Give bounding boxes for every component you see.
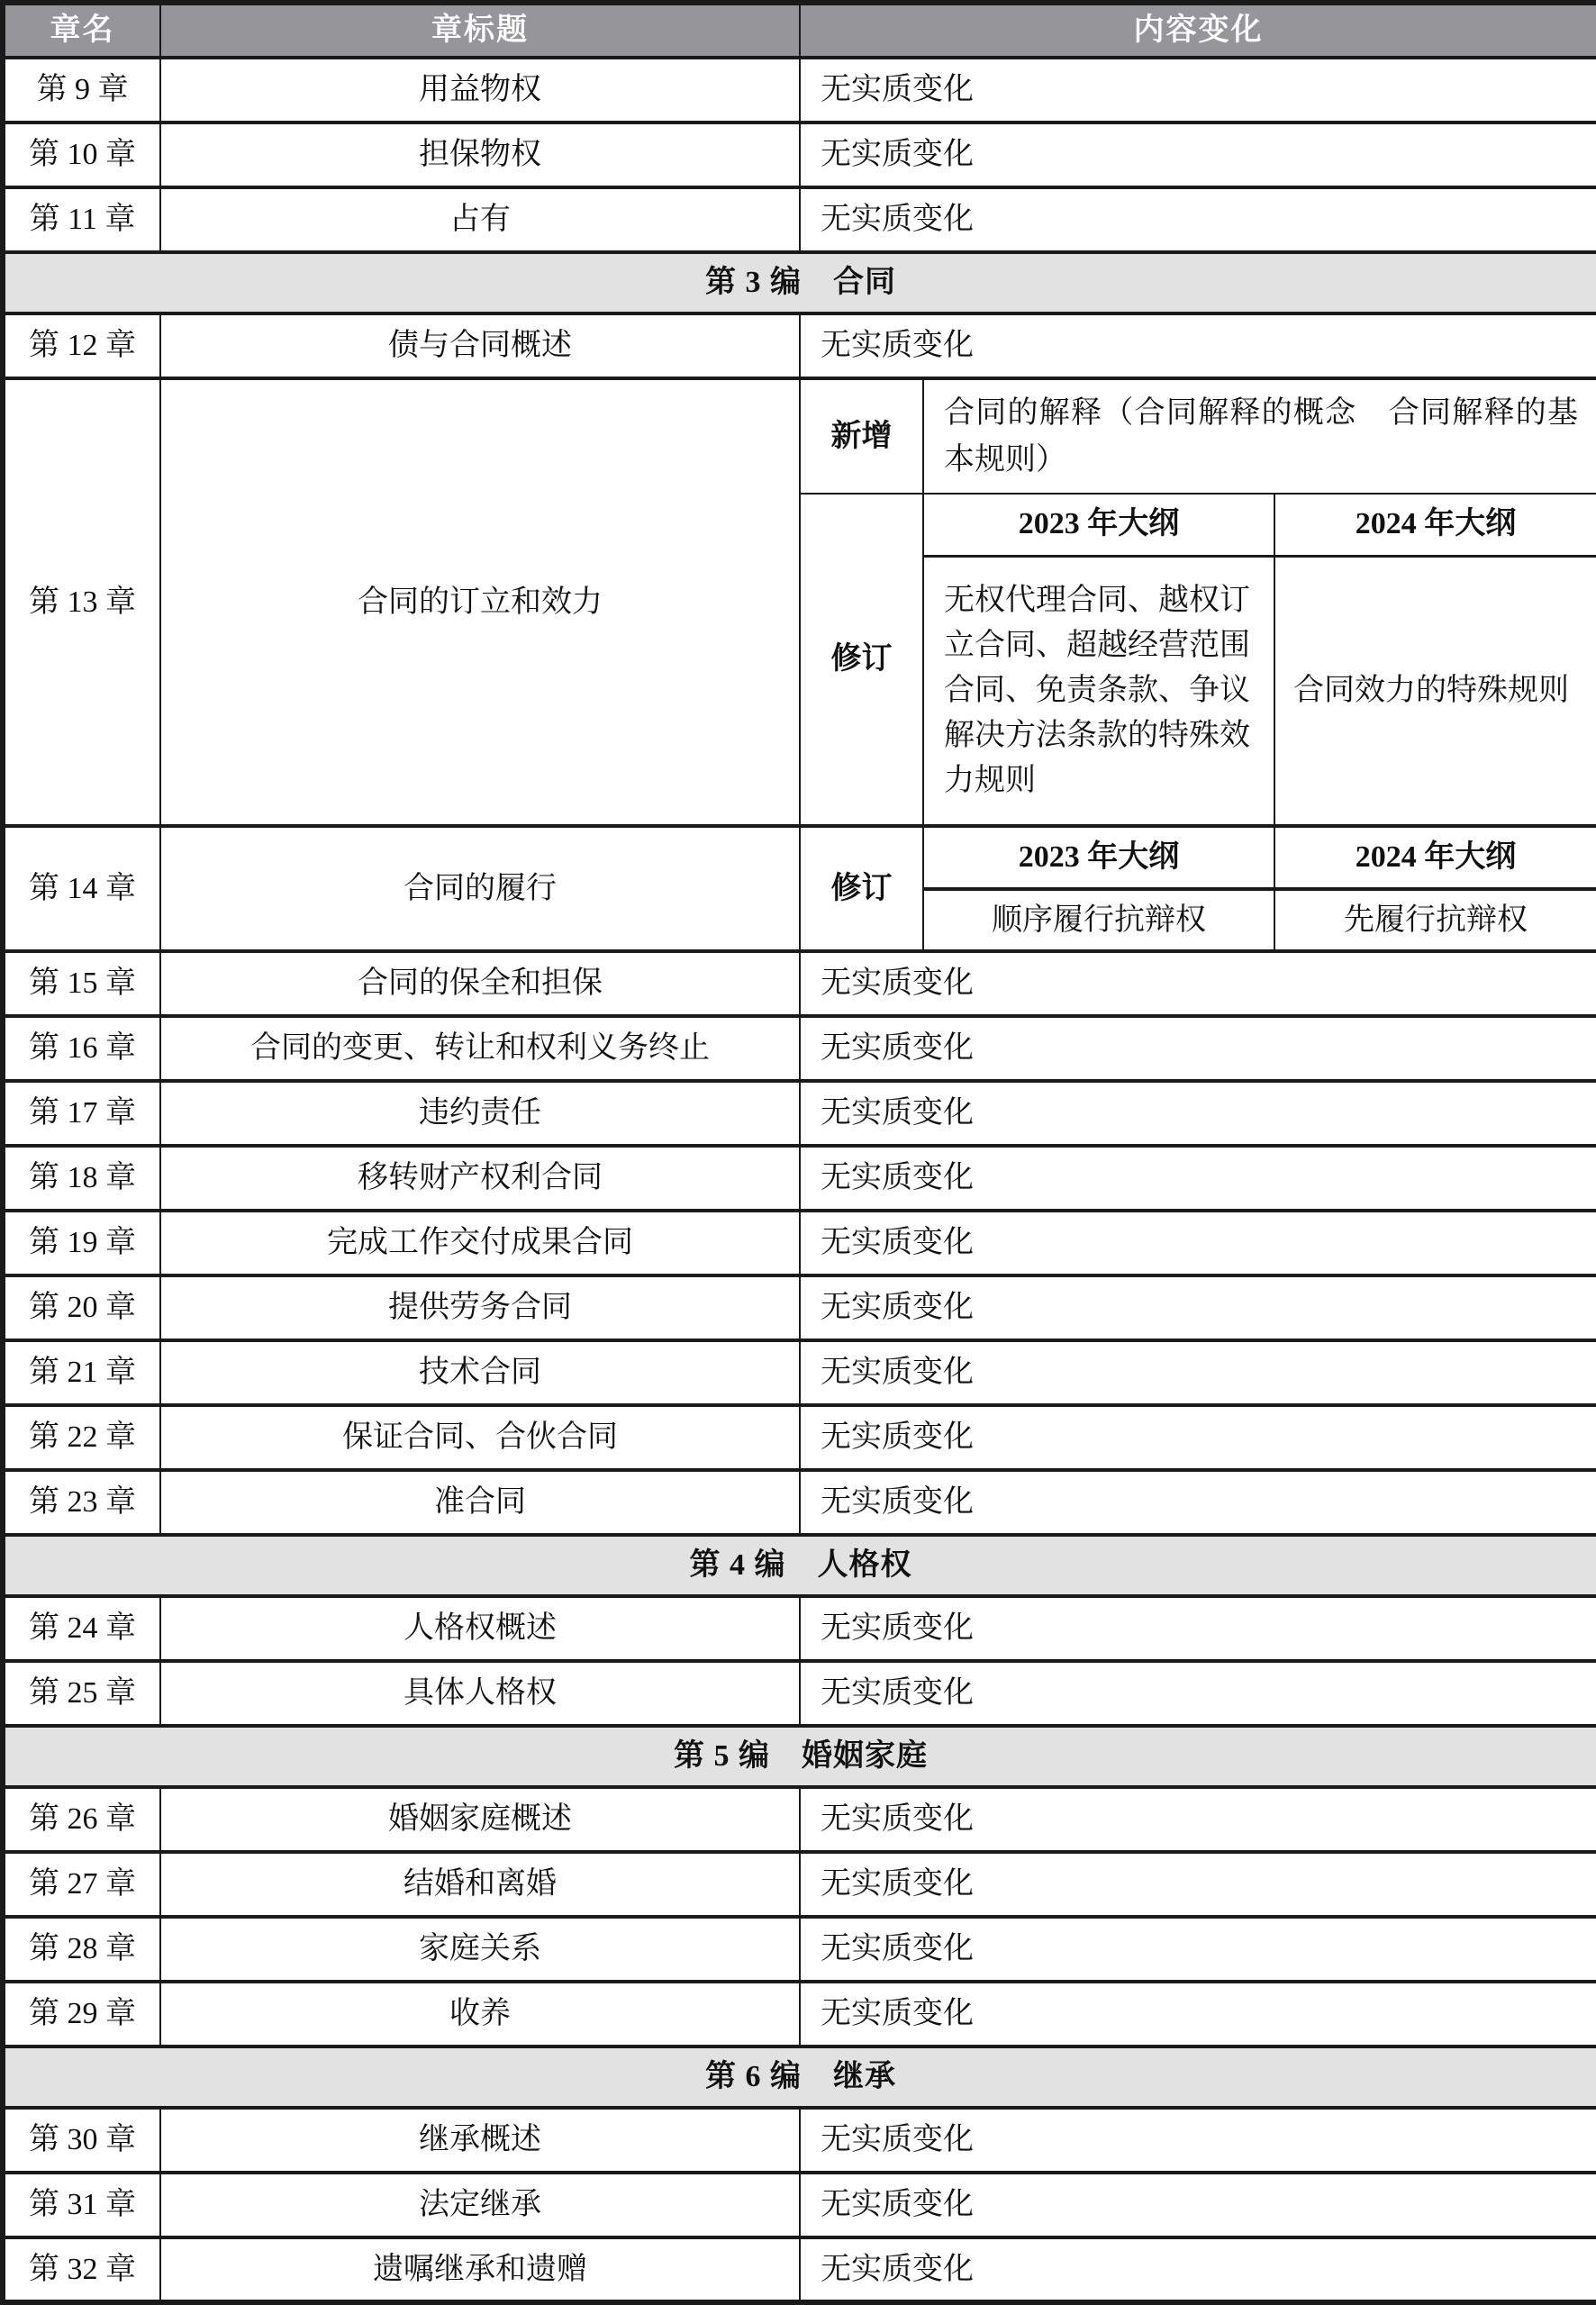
title-cell: 人格权概述 — [160, 1596, 800, 1661]
title-cell: 占有 — [160, 187, 800, 252]
chapter-cell: 第 32 章 — [3, 2237, 160, 2302]
rows-bottom — [3, 951, 1596, 2302]
row-chapter-14 — [3, 826, 1596, 951]
table-row — [3, 313, 1596, 378]
chapter-cell: 第 25 章 — [3, 1661, 160, 1726]
rows-top — [3, 58, 1596, 378]
chapter-cell: 第 14 章 — [3, 826, 160, 951]
section-label: 第 4 编 人格权 — [3, 1535, 1596, 1596]
title-cell: 合同的变更、转让和权利义务终止 — [160, 1016, 800, 1081]
title-cell: 违约责任 — [160, 1081, 800, 1146]
change-cell: 无实质变化 — [800, 2173, 1596, 2237]
change-cell: 无实质变化 — [800, 1787, 1596, 1852]
table-header — [3, 3, 1596, 58]
chapter-cell: 第 13 章 — [3, 378, 160, 826]
table-row — [3, 2237, 1596, 2302]
change-cell: 无实质变化 — [800, 1275, 1596, 1340]
change-cell: 无实质变化 — [800, 1661, 1596, 1726]
added-tag-cell: 新增 — [800, 378, 923, 494]
table-row — [3, 1982, 1596, 2046]
title-cell: 合同的保全和担保 — [160, 951, 800, 1016]
chapter-cell: 第 22 章 — [3, 1405, 160, 1470]
table-header-row — [3, 3, 1596, 58]
change-cell: 无实质变化 — [800, 313, 1596, 378]
title-cell: 合同的订立和效力 — [160, 378, 800, 826]
row14-year-header-subrow — [3, 826, 1596, 889]
revised-2023-cell: 无权代理合同、越权订立合同、超越经营范围合同、免责条款、争议解决方法条款的特殊效力规则 — [923, 556, 1274, 826]
title-cell: 家庭关系 — [160, 1917, 800, 1982]
chapter-cell: 第 26 章 — [3, 1787, 160, 1852]
section-label: 第 3 编 合同 — [3, 252, 1596, 313]
chapter-cell: 第 30 章 — [3, 2108, 160, 2173]
title-cell: 担保物权 — [160, 123, 800, 187]
revised-tag-cell: 修订 — [800, 494, 923, 826]
chapter-cell: 第 19 章 — [3, 1211, 160, 1275]
table-row — [3, 1275, 1596, 1340]
table-row — [3, 1211, 1596, 1275]
change-cell: 无实质变化 — [800, 2237, 1596, 2302]
change-cell: 无实质变化 — [800, 951, 1596, 1016]
header-change: 内容变化 — [800, 3, 1596, 58]
section-row — [3, 1726, 1596, 1787]
revised-tag-cell: 修订 — [800, 826, 923, 951]
section-row — [3, 252, 1596, 313]
chapter-cell: 第 15 章 — [3, 951, 160, 1016]
header-chapter: 章名 — [3, 3, 160, 58]
change-cell: 无实质变化 — [800, 1340, 1596, 1405]
revised-2024-cell: 先履行抗辩权 — [1274, 889, 1596, 951]
change-cell: 无实质变化 — [800, 1470, 1596, 1535]
title-cell: 用益物权 — [160, 58, 800, 123]
table-row — [3, 1787, 1596, 1852]
chapter-cell: 第 12 章 — [3, 313, 160, 378]
chapter-cell: 第 20 章 — [3, 1275, 160, 1340]
title-cell: 技术合同 — [160, 1340, 800, 1405]
revised-2023-cell: 顺序履行抗辩权 — [923, 889, 1274, 951]
title-cell: 合同的履行 — [160, 826, 800, 951]
table-row — [3, 951, 1596, 1016]
change-cell: 无实质变化 — [800, 1982, 1596, 2046]
change-cell: 无实质变化 — [800, 1211, 1596, 1275]
title-cell: 提供劳务合同 — [160, 1275, 800, 1340]
table-row — [3, 187, 1596, 252]
change-cell: 无实质变化 — [800, 1596, 1596, 1661]
table-row — [3, 1081, 1596, 1146]
table-row — [3, 1661, 1596, 1726]
table-row — [3, 2173, 1596, 2237]
change-cell: 无实质变化 — [800, 123, 1596, 187]
table-row — [3, 1852, 1596, 1917]
chapter-cell: 第 27 章 — [3, 1852, 160, 1917]
title-cell: 保证合同、合伙合同 — [160, 1405, 800, 1470]
title-cell: 准合同 — [160, 1470, 800, 1535]
title-cell: 收养 — [160, 1982, 800, 2046]
table-row — [3, 1470, 1596, 1535]
section-row — [3, 2046, 1596, 2108]
chapter-cell: 第 31 章 — [3, 2173, 160, 2237]
chapter-cell: 第 9 章 — [3, 58, 160, 123]
title-cell: 结婚和离婚 — [160, 1852, 800, 1917]
change-cell: 无实质变化 — [800, 1081, 1596, 1146]
chapter-cell: 第 18 章 — [3, 1146, 160, 1211]
change-cell: 无实质变化 — [800, 1146, 1596, 1211]
chapter-cell: 第 28 章 — [3, 1917, 160, 1982]
title-cell: 债与合同概述 — [160, 313, 800, 378]
change-cell: 无实质变化 — [800, 1405, 1596, 1470]
title-cell: 移转财产权利合同 — [160, 1146, 800, 1211]
section-row — [3, 1535, 1596, 1596]
chapter-cell: 第 10 章 — [3, 123, 160, 187]
table-row — [3, 1016, 1596, 1081]
year-2024-header: 2024 年大纲 — [1274, 826, 1596, 889]
chapter-cell: 第 29 章 — [3, 1982, 160, 2046]
chapter-cell: 第 17 章 — [3, 1081, 160, 1146]
year-2023-header: 2023 年大纲 — [923, 826, 1274, 889]
chapter-cell: 第 16 章 — [3, 1016, 160, 1081]
table-row — [3, 1917, 1596, 1982]
row-chapter-13 — [3, 378, 1596, 826]
title-cell: 继承概述 — [160, 2108, 800, 2173]
change-cell: 无实质变化 — [800, 58, 1596, 123]
chapter-cell: 第 23 章 — [3, 1470, 160, 1535]
table-row — [3, 2108, 1596, 2173]
change-cell: 无实质变化 — [800, 1016, 1596, 1081]
title-cell: 法定继承 — [160, 2173, 800, 2237]
title-cell: 婚姻家庭概述 — [160, 1787, 800, 1852]
year-2024-header: 2024 年大纲 — [1274, 494, 1596, 556]
change-cell: 无实质变化 — [800, 1852, 1596, 1917]
table-row — [3, 123, 1596, 187]
table-row — [3, 1146, 1596, 1211]
chapter-cell: 第 24 章 — [3, 1596, 160, 1661]
change-cell: 无实质变化 — [800, 187, 1596, 252]
table-row — [3, 1596, 1596, 1661]
title-cell: 遗嘱继承和遗赠 — [160, 2237, 800, 2302]
title-cell: 具体人格权 — [160, 1661, 800, 1726]
table-row — [3, 1340, 1596, 1405]
added-text-cell: 合同的解释（合同解释的概念 合同解释的基本规则） — [923, 378, 1596, 494]
table-row — [3, 1405, 1596, 1470]
table-row — [3, 58, 1596, 123]
row13-added-subrow — [3, 378, 1596, 494]
change-cell: 无实质变化 — [800, 2108, 1596, 2173]
revised-2024-cell: 合同效力的特殊规则 — [1274, 556, 1596, 826]
change-cell: 无实质变化 — [800, 1917, 1596, 1982]
title-cell: 完成工作交付成果合同 — [160, 1211, 800, 1275]
chapter-cell: 第 11 章 — [3, 187, 160, 252]
section-label: 第 6 编 继承 — [3, 2046, 1596, 2108]
header-title: 章标题 — [160, 3, 800, 58]
chapter-cell: 第 21 章 — [3, 1340, 160, 1405]
section-label: 第 5 编 婚姻家庭 — [3, 1726, 1596, 1787]
year-2023-header: 2023 年大纲 — [923, 494, 1274, 556]
